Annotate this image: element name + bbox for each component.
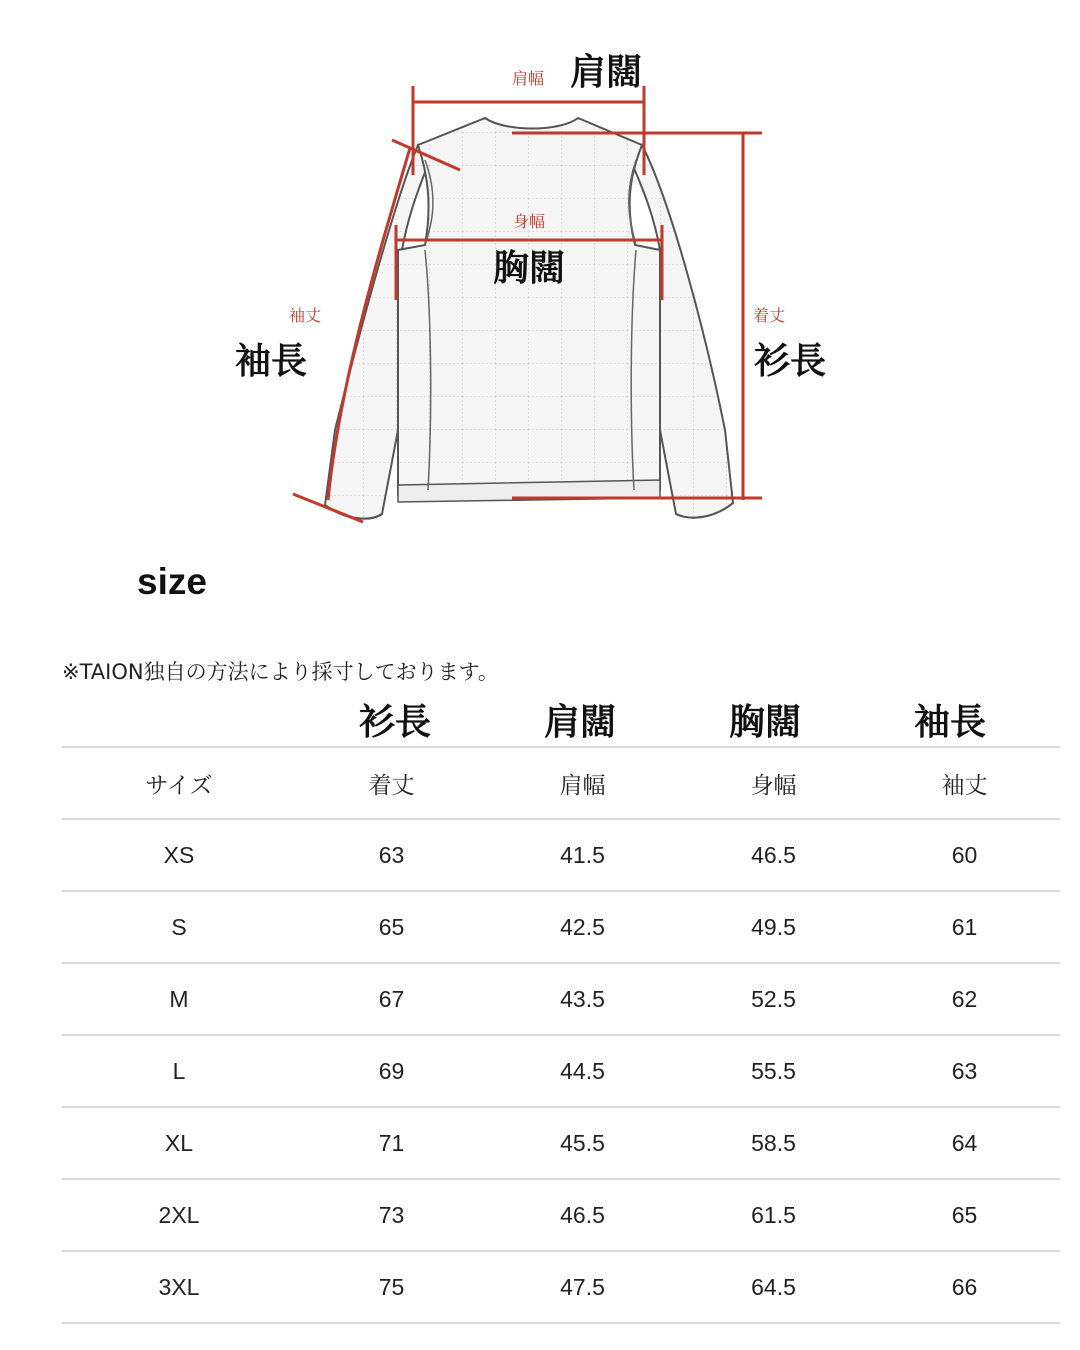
size-cell: XL bbox=[62, 1107, 296, 1179]
sleeve-cell: 63 bbox=[869, 1035, 1060, 1107]
shoulder-cell: 43.5 bbox=[487, 963, 678, 1035]
size-cell: 3XL bbox=[62, 1251, 296, 1323]
table-row bbox=[62, 1251, 1060, 1323]
big-label-length: 衫長 bbox=[754, 341, 827, 382]
big-label-chest: 胸闊 bbox=[493, 248, 566, 289]
size-cell: 2XL bbox=[62, 1179, 296, 1251]
length-cell: 69 bbox=[296, 1035, 487, 1107]
column-header-shoulder: 肩幅 bbox=[487, 747, 678, 819]
chinese-column-header bbox=[300, 696, 1060, 750]
jacket-measurement-diagram bbox=[0, 0, 1080, 540]
table-row bbox=[62, 891, 1060, 963]
column-header-length: 着丈 bbox=[296, 747, 487, 819]
length-cell: 67 bbox=[296, 963, 487, 1035]
mini-label-body-width: 身幅 bbox=[513, 212, 546, 231]
table-row bbox=[62, 1107, 1060, 1179]
size-cell: S bbox=[62, 891, 296, 963]
jacket-outline bbox=[325, 118, 733, 519]
table-row bbox=[62, 963, 1060, 1035]
length-cell: 65 bbox=[296, 891, 487, 963]
shoulder-cell: 42.5 bbox=[487, 891, 678, 963]
body-width-cell: 64.5 bbox=[678, 1251, 869, 1323]
body-width-cell: 58.5 bbox=[678, 1107, 869, 1179]
body-width-cell: 49.5 bbox=[678, 891, 869, 963]
table-row bbox=[62, 819, 1060, 891]
cn-header-shoulder: 肩闊 bbox=[543, 702, 616, 743]
table-row bbox=[62, 1179, 1060, 1251]
body-width-cell: 46.5 bbox=[678, 819, 869, 891]
length-cell: 73 bbox=[296, 1179, 487, 1251]
cn-header-sleeve: 袖長 bbox=[913, 702, 986, 743]
shoulder-cell: 44.5 bbox=[487, 1035, 678, 1107]
shoulder-cell: 45.5 bbox=[487, 1107, 678, 1179]
shoulder-cell: 46.5 bbox=[487, 1179, 678, 1251]
table-header-row bbox=[62, 747, 1060, 819]
sleeve-cell: 64 bbox=[869, 1107, 1060, 1179]
shoulder-cell: 47.5 bbox=[487, 1251, 678, 1323]
cn-header-chest: 胸闊 bbox=[728, 702, 801, 743]
cn-header-length: 衫長 bbox=[358, 702, 431, 743]
big-label-sleeve: 袖長 bbox=[235, 341, 308, 382]
big-label-shoulder: 肩闊 bbox=[570, 52, 643, 93]
sleeve-cell: 62 bbox=[869, 963, 1060, 1035]
length-cell: 71 bbox=[296, 1107, 487, 1179]
sleeve-cell: 60 bbox=[869, 819, 1060, 891]
shoulder-cell: 41.5 bbox=[487, 819, 678, 891]
sleeve-cell: 61 bbox=[869, 891, 1060, 963]
column-header-sleeve: 袖丈 bbox=[869, 747, 1060, 819]
length-cell: 63 bbox=[296, 819, 487, 891]
size-cell: XS bbox=[62, 819, 296, 891]
measurement-note: ※TAION独自の方法により採寸しております。 bbox=[62, 660, 499, 684]
sleeve-cell: 65 bbox=[869, 1179, 1060, 1251]
table-row bbox=[62, 1035, 1060, 1107]
size-cell: L bbox=[62, 1035, 296, 1107]
body-width-cell: 61.5 bbox=[678, 1179, 869, 1251]
column-header-body-width: 身幅 bbox=[678, 747, 869, 819]
size-heading: size bbox=[137, 561, 207, 602]
column-header-size: サイズ bbox=[62, 747, 296, 819]
size-cell: M bbox=[62, 963, 296, 1035]
mini-label-shoulder: 肩幅 bbox=[512, 69, 545, 88]
body-width-cell: 55.5 bbox=[678, 1035, 869, 1107]
mini-label-length: 着丈 bbox=[753, 306, 786, 325]
size-table bbox=[62, 746, 1060, 1324]
mini-label-sleeve: 袖丈 bbox=[289, 306, 322, 325]
length-cell: 75 bbox=[296, 1251, 487, 1323]
sleeve-cell: 66 bbox=[869, 1251, 1060, 1323]
body-width-cell: 52.5 bbox=[678, 963, 869, 1035]
